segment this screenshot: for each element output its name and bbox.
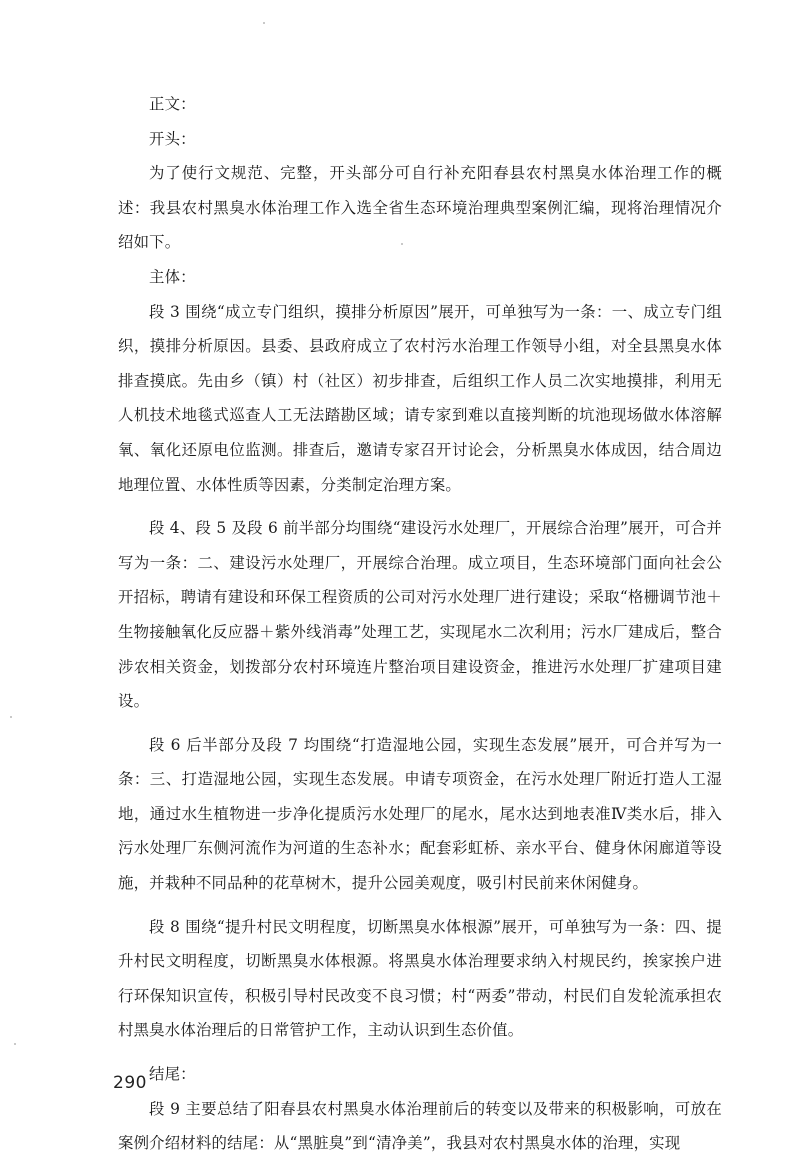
scan-speck xyxy=(10,716,12,718)
opening-paragraph: 为了使行文规范、完整，开头部分可自行补充阳春县农村黑臭水体治理工作的概述：我县农村黑臭水体治理工作入选全省生态环境治理典型案例汇编，现将治理情况介绍如下。 xyxy=(118,164,722,252)
heading-main: 主体： xyxy=(149,267,196,286)
scan-speck xyxy=(14,1043,16,1045)
ending-paragraph: 段 9 主要总结了阳春县农村黑臭水体治理前后的转变以及带来的积极影响，可放在案例介绍材料的结尾：从“黑脏臭”到“清净美”，我县对农村黑臭水体的治理，实现 xyxy=(118,1099,722,1153)
main-paragraph-1: 段 3 围绕“成立专门组织，摸排分析原因”展开，可单独写为一条：一、成立专门组织，摸排分析原因。县委、县政府成立了农村污水治理工作领导小组，对全县黑臭水体排查摸底。先由乡（镇）村（社区）初步排查，后组织工作人员二次实地摸排，利用无人机技术地毯式巡查人工无法踏勘区域；请专家到难以直接判断的坑池现场做水体溶解氧、氧化还原电位监测。排查后，邀请专家召开讨论会，分析黑臭水体成因，结合周边地理位置、水体性质等因素，分类制定治理方案。 xyxy=(118,302,722,494)
main-paragraph-3: 段 6 后半部分及段 7 均围绕“打造湿地公园，实现生态发展”展开，可合并写为一条：三、打造湿地公园，实现生态发展。申请专项资金，在污水处理厂附近打造人工湿地，通过水生植物进一步净化提质污水处理厂的尾水，尾水达到地表准Ⅳ类水后，排入污水处理厂东侧河流作为河道的生态补水；配套彩虹桥、亲水平台、健身休闲廊道等设施，并栽种不同品种的花草树木，提升公园美观度，吸引村民前来休闲健身。 xyxy=(118,735,722,893)
heading-opening: 开头： xyxy=(149,129,196,148)
main-paragraph-2: 段 4、段 5 及段 6 前半部分均围绕“建设污水处理厂，开展综合治理”展开，可合并写为一条：二、建设污水处理厂，开展综合治理。成立项目，生态环境部门面向社会公开招标，聘请有建设和环保工程资质的公司对污水处理厂进行建设；采取“格栅调节池＋生物接触氧化反应器＋紫外线消毒”处理工艺，实现尾水二次利用；污水厂建成后，整合涉农相关资金，划拨部分农村环境连片整治项目建设资金，推进污水处理厂扩建项目建设。 xyxy=(118,519,722,711)
heading-ending: 结尾： xyxy=(149,1065,196,1084)
page-number: 290 xyxy=(113,1073,147,1093)
scan-speck xyxy=(263,22,265,24)
main-paragraph-4: 段 8 围绕“提升村民文明程度，切断黑臭水体根源”展开，可单独写为一条：四、提升村民文明程度，切断黑臭水体根源。将黑臭水体治理要求纳入村规民约，挨家挨户进行环保知识宣传，积极引导村民改变不良习惯；村“两委”带动，村民们自发轮流承担农村黑臭水体治理后的日常管护工作，主动认识到生态价值。 xyxy=(118,917,722,1040)
body-text xyxy=(118,87,722,1161)
heading-body: 正文： xyxy=(149,95,196,113)
